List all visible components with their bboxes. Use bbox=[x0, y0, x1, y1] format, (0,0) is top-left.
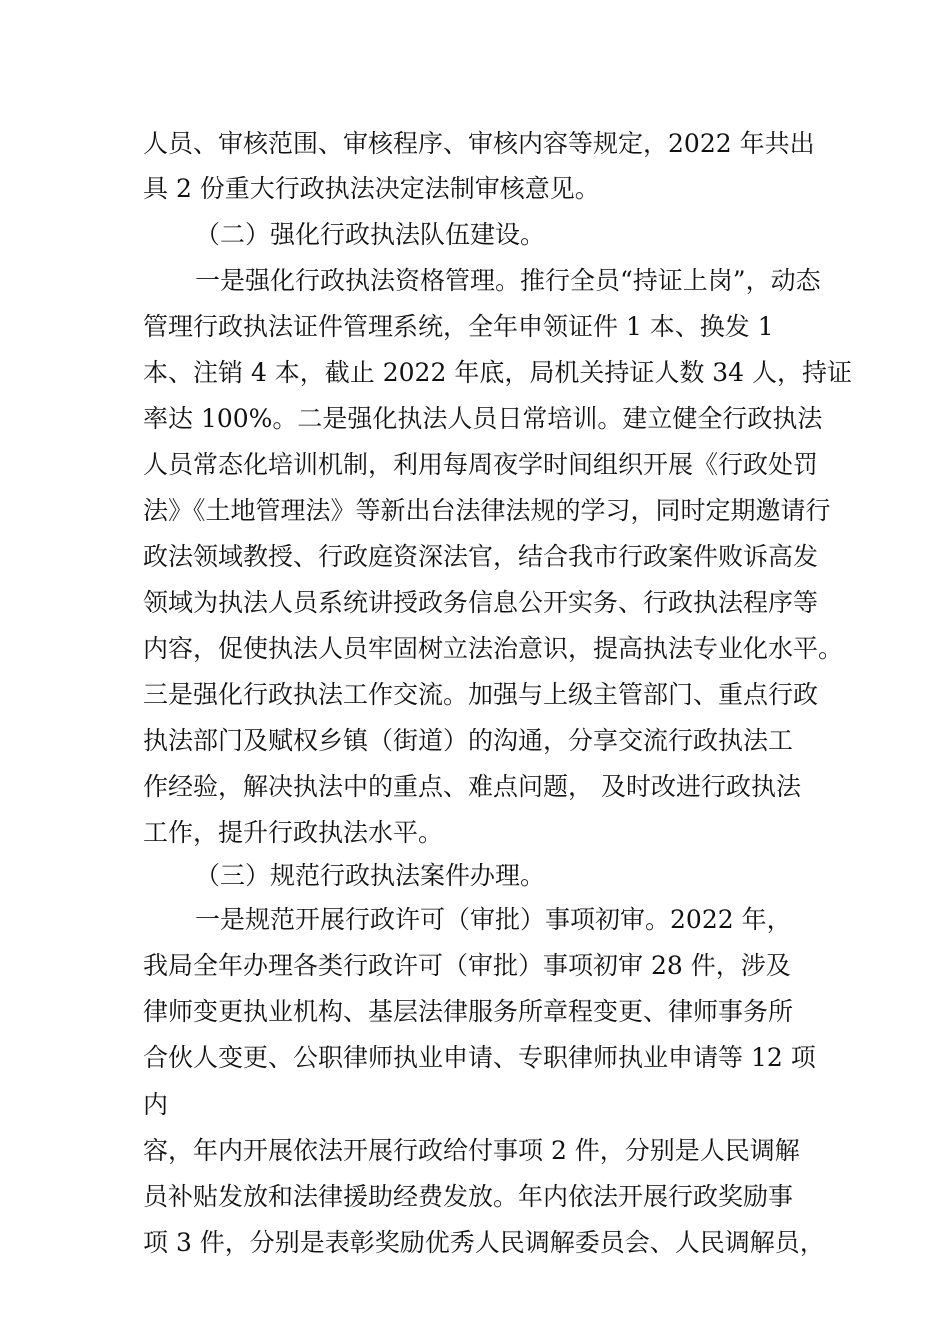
text-line: 人员、审核范围、审核程序、审核内容等规定，2022 年共出 bbox=[143, 129, 815, 158]
text-line: 我局全年办理各类行政许可（审批）事项初审 28 件，涉及 bbox=[143, 951, 791, 980]
text-line: 领域为执法人员系统讲授政务信息公开实务、行政执法程序等 bbox=[143, 588, 819, 617]
text-line: 人员常态化培训机制，利用每周夜学时间组织开展《行政处罚 bbox=[143, 450, 819, 479]
text-line: 管理行政执法证件管理系统，全年申领证件 1 本、换发 1 bbox=[143, 312, 774, 341]
text-line: 法》《土地管理法》等新出台法律法规的学习，同时定期邀请行 bbox=[143, 496, 831, 525]
text-line: 一是强化行政执法资格管理。推行全员“持证上岗”，动态 bbox=[195, 266, 821, 295]
text-line: 本、注销 4 本，截止 2022 年底，局机关持证人数 34 人，持证 bbox=[143, 358, 853, 387]
text-line: 一是规范开展行政许可（审批）事项初审。2022 年， bbox=[195, 905, 792, 934]
text-line: 工作，提升行政执法水平。 bbox=[143, 818, 444, 847]
text-line: 政法领域教授、行政庭资深法官，结合我市行政案件败诉高发 bbox=[143, 542, 819, 571]
text-line: 三是强化行政执法工作交流。加强与上级主管部门、重点行政 bbox=[143, 680, 819, 709]
text-line: 员补贴发放和法律援助经费发放。年内依法开展行政奖励事 bbox=[143, 1182, 794, 1211]
text-line: 项 3 件，分别是表彰奖励优秀人民调解委员会、人民调解员， bbox=[143, 1228, 825, 1257]
section-heading: （三）规范行政执法案件办理。 bbox=[195, 861, 546, 890]
text-line: 合伙人变更、公职律师执业申请、专职律师执业申请等 12 项 bbox=[143, 1043, 816, 1072]
text-line: 执法部门及赋权乡镇（街道）的沟通，分享交流行政执法工 bbox=[143, 726, 794, 755]
text-line: 作经验，解决执法中的重点、难点问题， 及时改进行政执法 bbox=[143, 772, 801, 801]
text-line: 具 2 份重大行政执法决定法制审核意见。 bbox=[143, 174, 600, 203]
text-line: 容，年内开展依法开展行政给付事项 2 件，分别是人民调解 bbox=[143, 1136, 800, 1165]
text-line: 率达 100%。二是强化执法人员日常培训。建立健全行政执法 bbox=[143, 404, 823, 433]
text-line: 内容，促使执法人员牢固树立法治意识，提高执法专业化水平。 bbox=[143, 634, 844, 663]
text-line: 律师变更执业机构、基层法律服务所章程变更、律师事务所 bbox=[143, 997, 794, 1026]
section-heading: （二）强化行政执法队伍建设。 bbox=[195, 220, 546, 249]
text-line: 内 bbox=[143, 1090, 169, 1119]
